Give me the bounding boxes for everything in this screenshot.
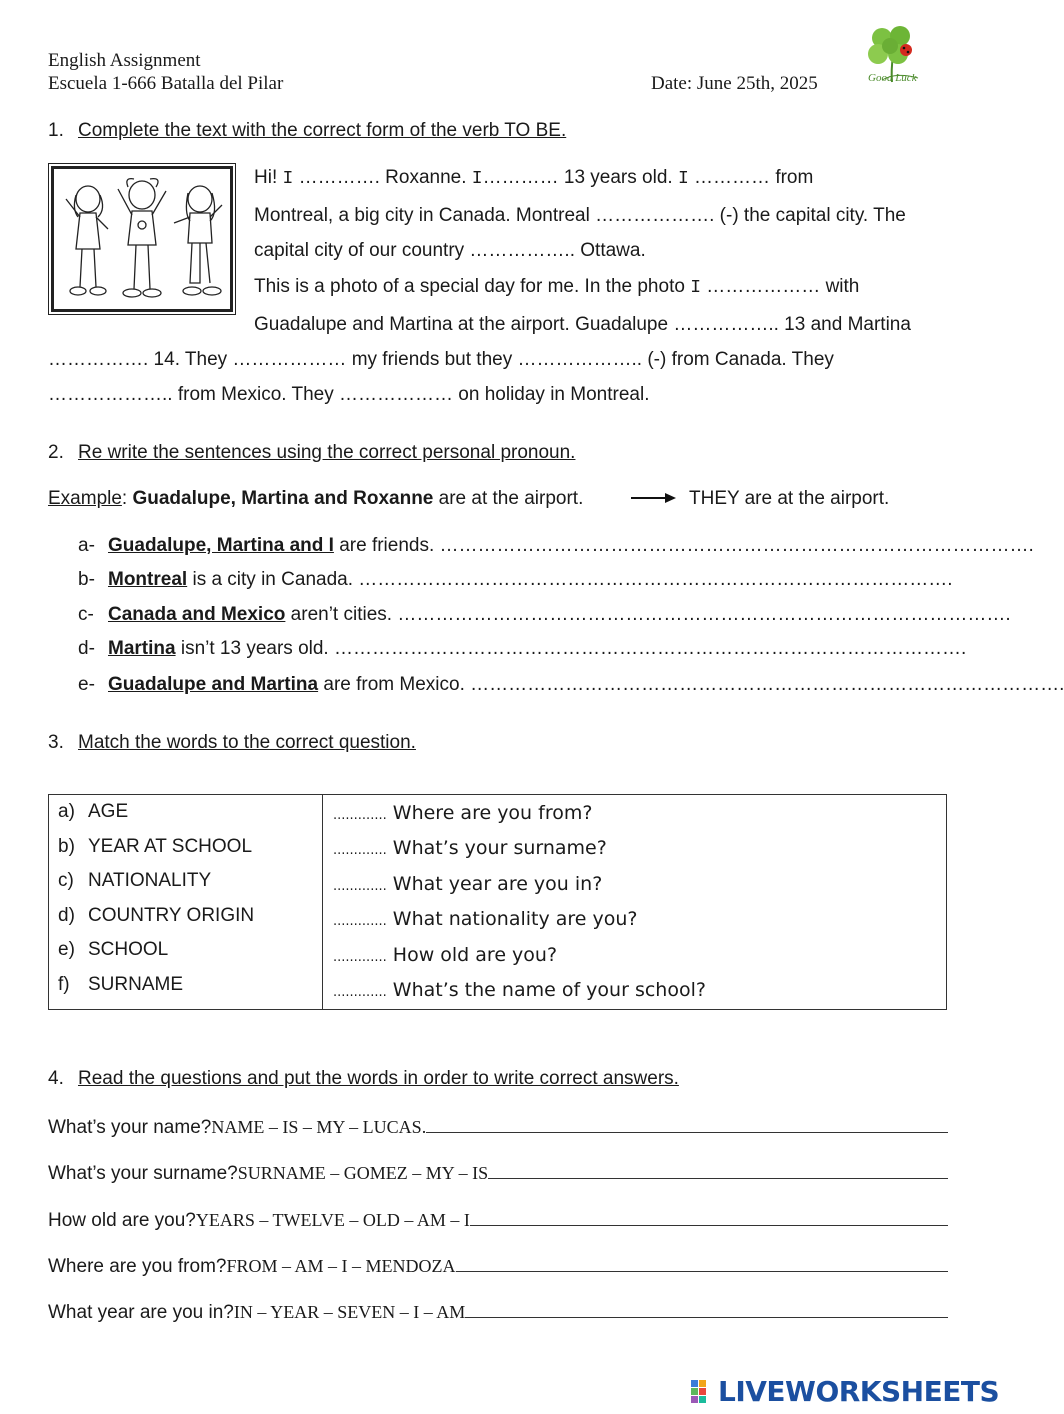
brand-name: LIVEWORKSHEETS — [718, 1374, 1000, 1408]
answer-line[interactable] — [465, 1299, 948, 1318]
answer-line[interactable] — [488, 1160, 948, 1179]
match-question: ............. What year are you in? — [333, 872, 603, 895]
header-block — [48, 49, 283, 95]
match-question: ............. How old are you? — [333, 943, 558, 966]
answer-line[interactable] — [426, 1114, 948, 1133]
passage-line-6[interactable]: ……………. 14. They ……………… my friends but they ……………….. (-) from Canada. They — [48, 349, 834, 370]
clover-logo — [862, 22, 922, 90]
section-title: Match the words to the correct question. — [78, 732, 416, 753]
blank-1[interactable]: …………. — [293, 167, 386, 188]
list-item[interactable]: d- Martina isn’t 13 years old. ………………………………………………………………………………………. — [78, 638, 967, 659]
ordering-item: What’s your name? NAME – IS – MY – LUCAS. — [48, 1114, 948, 1139]
match-question: ............. What’s the name of your school? — [333, 979, 706, 1002]
arrow-right-icon — [631, 491, 677, 510]
section-number: 2. — [48, 442, 64, 463]
liveworksheets-logo[interactable] — [690, 1374, 999, 1408]
answer-blank[interactable]: …………………………………………………………………………………. — [470, 674, 1064, 695]
section-4-heading — [48, 1068, 679, 1090]
example-label: Example — [48, 488, 122, 509]
ordering-item: What’s your surname? SURNAME – GOMEZ – MY – IS — [48, 1160, 948, 1185]
ordering-item: What year are you in? IN – YEAR – SEVEN – I – AM — [48, 1299, 948, 1324]
section-3-heading — [48, 732, 416, 754]
section-2-heading — [48, 442, 575, 464]
ordering-item: How old are you? YEARS – TWELVE – OLD – AM – I — [48, 1207, 948, 1232]
answer-blank[interactable]: …………………………………………………………………………………. — [358, 569, 953, 590]
match-blank[interactable]: ............. — [333, 808, 387, 823]
match-question: ............. What’s your surname? — [333, 837, 607, 860]
answer-blank[interactable]: ……………………………………………………………………………………. — [397, 604, 1011, 625]
liveworksheets-icon — [690, 1378, 716, 1404]
match-question: ............. What nationality are you? — [333, 908, 638, 931]
answer-line[interactable] — [456, 1253, 949, 1272]
assignment-date: Date: June 25th, 2025 — [651, 73, 818, 94]
section-title: Re write the sentences using the correct personal pronoun. — [78, 442, 576, 463]
matching-table — [48, 794, 947, 1010]
example-subject: Guadalupe, Martina and Roxanne — [132, 488, 434, 509]
course-title: English Assignment — [48, 50, 201, 71]
three-girls-image — [54, 169, 230, 309]
list-item[interactable]: e- Guadalupe and Martina are from Mexico. …………………………………………………………………………………. — [78, 674, 1064, 695]
match-word: f) SURNAME — [58, 973, 184, 995]
passage-line-4[interactable]: This is a photo of a special day for me. In the photo I ……………… with — [254, 276, 860, 298]
words-column — [49, 795, 323, 1010]
match-blank[interactable]: ............. — [333, 878, 387, 894]
match-blank[interactable]: ............. — [333, 914, 387, 930]
blank-2[interactable]: ………… — [482, 167, 564, 188]
passage-line-2[interactable]: Montreal, a big city in Canada. Montreal ………………. (-) the capital city. The — [254, 205, 906, 226]
example-answer: THEY are at the airport. — [689, 488, 890, 509]
match-question: ............. Where are you from? — [333, 802, 593, 824]
passage-line-3[interactable]: capital city of our country …………….. Ottawa. — [254, 240, 646, 261]
example-line: Example: Guadalupe, Martina and Roxanne are at the airport. — [48, 488, 584, 509]
list-item[interactable]: c- Canada and Mexico aren’t cities. ……………………………………………………………………………………. — [78, 604, 1011, 625]
list-item[interactable]: b- Montreal is a city in Canada. …………………………………………………………………………………. — [78, 569, 953, 590]
match-blank[interactable]: ............. — [333, 985, 387, 1001]
answer-line[interactable] — [470, 1207, 948, 1226]
section-title: Read the questions and put the words in order to write correct answers. — [78, 1068, 679, 1089]
match-word: e) SCHOOL — [58, 939, 169, 961]
blank-3[interactable]: ………… — [688, 167, 776, 188]
section-number: 3. — [48, 732, 64, 753]
ordering-item: Where are you from? FROM – AM – I – MENDOZA — [48, 1253, 948, 1278]
match-word: b) YEAR AT SCHOOL — [58, 835, 253, 857]
match-blank[interactable]: ............. — [333, 843, 387, 859]
good-luck-text: Good Luck — [868, 72, 917, 84]
questions-column — [323, 795, 947, 1010]
section-1-heading — [48, 120, 566, 142]
passage-line-7[interactable]: ……………….. from Mexico. They ……………… on holiday in Montreal. — [48, 384, 650, 405]
match-blank[interactable]: ............. — [333, 949, 387, 965]
match-word: a) AGE — [58, 801, 129, 822]
answer-blank[interactable]: ………………………………………………………………………………………. — [334, 638, 967, 659]
section-number: 1. — [48, 120, 64, 141]
blank-photo[interactable]: ……………… with — [701, 276, 860, 297]
school-name: Escuela 1-666 Batalla del Pilar — [48, 73, 284, 94]
list-item[interactable]: a- Guadalupe, Martina and I are friends. …………………………………………………………………………………. — [78, 535, 1034, 556]
section-number: 4. — [48, 1068, 64, 1089]
match-word: c) NATIONALITY — [58, 870, 212, 892]
passage-line-1: Hi! I …………. Roxanne. I………… 13 years old. I ………… from — [254, 167, 814, 189]
passage-line-5[interactable]: Guadalupe and Martina at the airport. Guadalupe …………….. 13 and Martina — [254, 314, 911, 335]
match-word: d) COUNTRY ORIGIN — [58, 904, 255, 926]
answer-blank[interactable]: …………………………………………………………………………………. — [439, 535, 1034, 556]
girls-illustration — [51, 166, 233, 312]
section-title: Complete the text with the correct form of the verb TO BE. — [78, 120, 567, 141]
